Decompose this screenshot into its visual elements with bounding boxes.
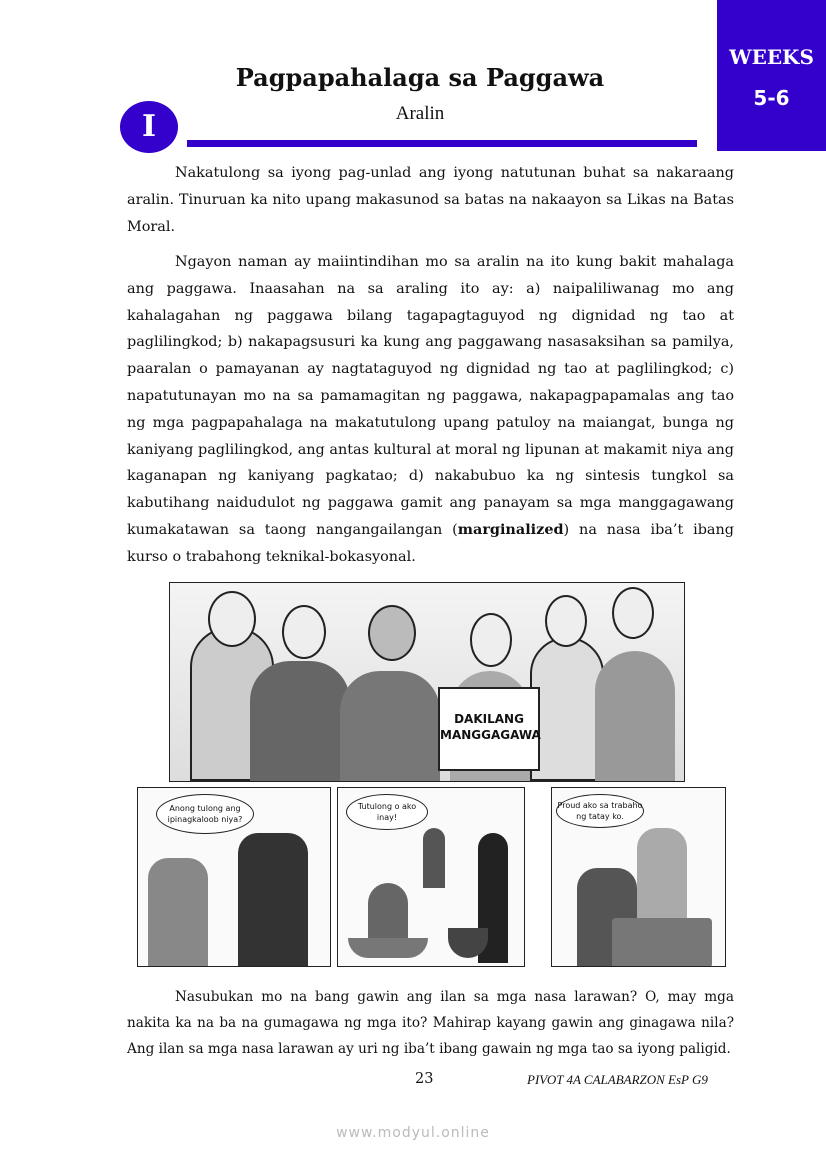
- weeks-badge: [717, 0, 826, 151]
- page-title: Pagpapahalaga sa Paggawa: [235, 63, 605, 92]
- worker-head: [470, 613, 512, 667]
- basin: [348, 938, 428, 958]
- student-figure: [148, 858, 208, 967]
- title-divider: [187, 140, 697, 147]
- speech-bubble: Anong tulong ang ipinagkaloob niya?: [156, 794, 254, 834]
- page-number: 23: [415, 1071, 434, 1087]
- series-label: PIVOT 4A CALABARZON EsP G9: [527, 1072, 708, 1087]
- sign-line-2: MANGGAGAWA: [440, 728, 541, 742]
- dakilang-manggagawa-sign: [438, 687, 540, 771]
- objectives-text-end: ) na nasa iba’t ibang kurso o trabahong teknikal-bokasyonal.: [127, 521, 734, 565]
- worker-figure: [340, 671, 440, 781]
- weeks-range: 5-6: [753, 86, 790, 110]
- worker-figure: [250, 661, 350, 781]
- student-figure: [238, 833, 308, 967]
- comic-panel-3: [551, 787, 726, 967]
- worker-head: [545, 595, 587, 647]
- paragraph-questions: Nasubukan mo na bang gawin ang ilan sa mga nasa larawan? O, may mga nakita ka na ba na gumagawa ng mga ito? Mahirap kayang gawin ang ginagawa nila? Ang ilan sa mga nasa larawan ay uri ng iba’t ibang gawain ng mga tao sa iyong paligid.: [127, 989, 734, 1057]
- comic-panel-1: [137, 787, 331, 967]
- worker-head: [368, 605, 416, 661]
- paragraph-intro: Nakatulong sa iyong pag-unlad ang iyong natutunan buhat sa nakaraang aralin. Tinuruan ka nito upang makasunod sa batas na nakaayon sa Likas na Batas Moral.: [127, 165, 734, 235]
- section-marker: I: [120, 101, 178, 153]
- sewing-machine: [612, 918, 712, 967]
- child-figure: [423, 828, 445, 888]
- watermark: www.modyul.online: [336, 1125, 490, 1141]
- sign-line-1: DAKILANG: [454, 712, 524, 726]
- page-subtitle: Aralin: [395, 103, 445, 124]
- washing-figure: [368, 883, 408, 943]
- workers-illustration: [169, 582, 685, 782]
- marginalized-term: marginalized: [457, 520, 564, 538]
- weeks-label: WEEKS: [729, 45, 814, 69]
- worker-head: [208, 591, 256, 647]
- speech-bubble: Tutulong o ako inay!: [346, 794, 428, 830]
- worker-head: [282, 605, 326, 659]
- speech-bubble: Proud ako sa trabaho ng tatay ko.: [556, 794, 644, 828]
- objectives-text: Ngayon naman ay maiintindihan mo sa aralin na ito kung bakit mahalaga ang paggawa. Inaasahan na sa araling ito ay: a) naipaliliwanag mo ang kahalagahan ng paggawa bilang tagapagtaguyod ng dignidad ng tao at paglilingkod; b) nakapagsusuri ka kung ang paggawang nasasaksihan sa pamilya, paaralan o pamayanan ay nagtataguyod ng dignidad ng tao at paglilingkod; c) napatutunayan mo na sa pamamagitan ng paggawa, nakapagpapamalas ang tao ng mga pagpapahalaga na makatutulong upang patuloy na maiangat, bunga ng kaniyang paglilingkod, ang antas kultural at moral ng lipunan at makamit niya ang kaganapan ng kaniyang pagkatao; d) nakabubuo ka ng sintesis tungkol sa kabutihang naidudulot ng paggawa gamit ang panayam sa mga manggagawang kumakatawan sa taong nangangailangan (: [127, 254, 734, 538]
- paragraph-objectives: [127, 249, 734, 571]
- worker-figure: [530, 637, 604, 781]
- comic-panel-2: [337, 787, 525, 967]
- worker-figure: [595, 651, 675, 781]
- worker-head: [612, 587, 654, 639]
